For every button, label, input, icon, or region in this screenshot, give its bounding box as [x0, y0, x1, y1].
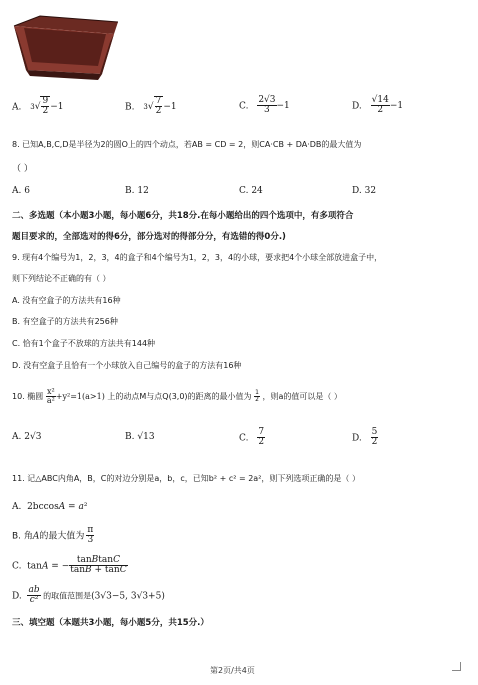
math-expression: 3√ $\frac{9}{2}$ −1 [30, 96, 64, 117]
option-label: A. [12, 102, 22, 113]
page-footer: 第2页/共4页 [210, 666, 255, 675]
q8-option-c: C. 24 [239, 186, 263, 196]
q11-option-a: A. 2bccosA = a² [12, 502, 88, 512]
q10-option-a: A. 2√3 [12, 432, 42, 442]
q7-option-c [239, 96, 290, 116]
q9-option-c: C. 恰有1个盒子不放球的方法共有144种 [12, 339, 156, 348]
section2-heading-line1: 二、多选题（本小题3小题，每小题6分，共18分.在每小题给出的四个选项中，有多项符合 [12, 211, 354, 221]
q8-answer-blank: （ ） [12, 164, 33, 174]
q7-option-b [125, 96, 177, 117]
page-corner-mark [452, 662, 461, 671]
q9-option-d: D. 没有空盒子且恰有一个小球放入自己编号的盒子的方法有16种 [12, 361, 242, 370]
q8-option-a: A. 6 [12, 186, 30, 196]
q9-stem-line2: 则下列结论不正确的有（ ） [12, 274, 111, 283]
q7-option-d [352, 96, 403, 116]
q11-option-d: D. $\frac{ab}{\text{c²}}$ 的取值范围是(3√3−5, 3√3+5) [12, 585, 165, 606]
q9-stem-line1: 9. 现有4个编号为1，2，3，4的盒子和4个编号为1，2，3，4的小球，要求把4个小球全部放进盒子中， [12, 253, 383, 262]
q7-option-a [12, 96, 63, 117]
math-expression: 3√ $\frac{7}{2}$ −1 [143, 96, 177, 117]
q11-stem: 11. 记△ABC内角A，B，C的对边分别是a，b，c，已知b² + c² = 2a²，则下列选项正确的是（ ） [12, 474, 360, 483]
q10-option-b: B. √13 [125, 432, 155, 442]
section2-heading-line2: 题目要求的，全部选对的得6分，部分选对的得部分分，有选错的得0分.) [12, 232, 286, 242]
option-label: D. [352, 101, 362, 112]
wooden-box-illustration [10, 12, 122, 82]
math-expression: $\frac{√14}{2}$ −1 [371, 95, 404, 116]
option-label: B. [125, 102, 135, 113]
q11-option-b: B. 角A的最大值为 $\frac{\pi}{3}$ [12, 525, 94, 546]
ellipse-equation: $\frac{\text{x²}}{\text{a²}}$ +y²=1(a>1) [46, 387, 105, 406]
q11-option-c: C. tanA = − $\frac{\text{tanBtanC}}{\tan B + \tan C}$ [12, 555, 127, 576]
q10-option-d: D. $\frac{5}{2}$ [352, 427, 378, 448]
q10-option-c: C. $\frac{7}{2}$ [239, 427, 265, 448]
min-distance-value: $\frac{1}{2}$ [255, 388, 259, 403]
math-expression: $\frac{2√3}{3}$ −1 [258, 95, 290, 116]
q8-option-b: B. 12 [125, 186, 149, 196]
q10-stem: 10. 椭圆 $\frac{\text{x²}}{\text{a²}}$ +y²=1(a>1) 上的动点M与点Q(3,0)的距离的最小值为 $\frac{1}{2}$ ，则a的值可以是（ ） [12, 387, 342, 406]
q9-option-a: A. 没有空盒子的方法共有16种 [12, 296, 121, 305]
section3-heading: 三、填空题（本题共3小题，每小题5分，共15分.） [12, 618, 209, 628]
q9-option-b: B. 有空盒子的方法共有256种 [12, 317, 118, 326]
q8-stem: 8. 已知A,B,C,D是半径为2的圆O上的四个动点，若AB = CD = 2，则CA·CB + DA·DB的最大值为 [12, 140, 362, 149]
q8-option-d: D. 32 [352, 186, 377, 196]
option-label: C. [239, 101, 249, 112]
